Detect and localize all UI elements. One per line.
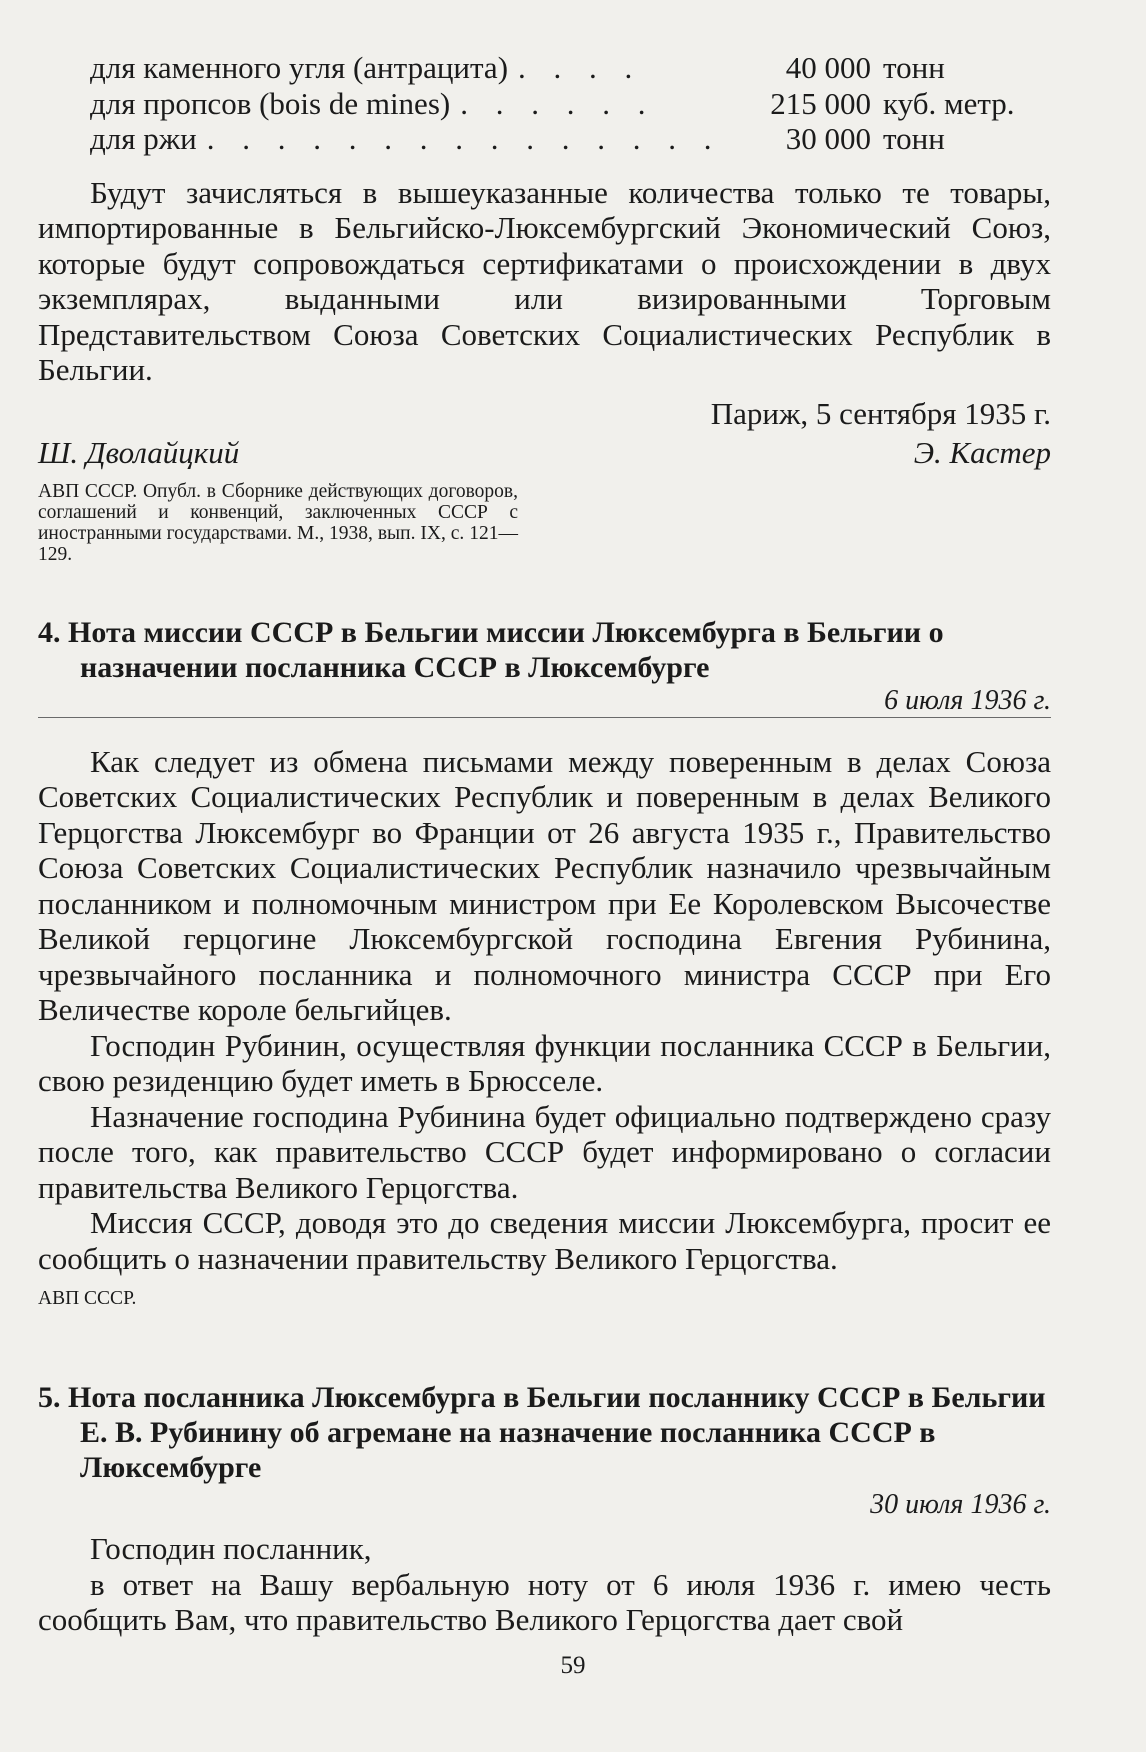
quota-unit: куб. метр. [883,85,1015,121]
signature-right: Э. Кастер [913,435,1051,470]
quota-label: для каменного угля (антрацита) [90,50,509,85]
doc5-body [38,1531,1051,1638]
quota-value: 40 000 [785,50,871,85]
doc5-date: 30 июля 1936 г. [870,1489,1051,1520]
doc4-paragraph: Миссия СССР, доводя это до сведения миссии Люксембурга, просит ее сообщить о назначении правительству Великого Герцогства. [38,1205,1051,1276]
doc3-paragraph: Будут зачисляться в вышеуказанные количества только те товары, импортированные в Бельгийско-Люксембургский Экономический Союз, которые будут сопровождаться сертификатами о происхождении в двух экземплярах, выданными или визированными Торговым Представительством Союза Советских Социалистических Республик в Бельгии. [38,174,1051,387]
quota-unit: тонн [883,121,945,156]
signature-left: Ш. Дволайцкий [38,435,240,470]
quota-row [90,50,1051,86]
quota-row [90,121,1051,157]
doc3-place-date: Париж, 5 сентября 1935 г. [710,395,1051,431]
doc4-body [38,744,1051,1277]
doc4-heading: 4. Нота миссии СССР в Бельгии миссии Люксембурга в Бельгии о назначении посланника СССР в Люксембурге [38,615,944,684]
doc4-paragraph: Назначение господина Рубинина будет официально подтверждено сразу после того, как правительство СССР будет информировано о согласии правительства Великого Герцогства. [38,1098,1051,1205]
quota-dots: . . . . . . . . . . . . . . . [206,121,722,156]
doc4-source-note: АВП СССР. [38,1288,137,1309]
quota-dots: . . . . [518,50,643,85]
doc4-date: 6 июля 1936 г. [38,685,1051,718]
quota-unit: тонн [883,50,945,85]
quota-list [38,50,1051,157]
quota-value: 215 000 [770,85,871,121]
doc5-salutation: Господин посланник, [90,1531,372,1566]
quota-row [90,86,1051,122]
doc3-signatures [38,435,1051,471]
doc3-source-note: АВП СССР. Опубл. в Сборнике действующих договоров, соглашений и конвенций, заключенных СССР с иностранными государствами. М., 1938, вып. IX, с. 121—129. [38,480,518,565]
page-number: 59 [560,1652,586,1679]
doc4-paragraph: Как следует из обмена письмами между поверенным в делах Союза Советских Социалистических Республик и поверенным в делах Великого Герцогства Люксембург во Франции от 26 августа 1935 г., Правительство Союза Советских Социалистических Республик назначило чрезвычайным посланником и полномочным министром при Ее Королевском Высочестве Великой герцогине Люксембургской господина Евгения Рубинина, чрезвычайного посланника и полномочного министра СССР при Его Величестве короле бельгийцев. [38,743,1051,1027]
quota-label: для ржи [90,121,197,156]
doc5-paragraph: в ответ на Вашу вербальную ноту от 6 июля 1936 г. имею честь сообщить Вам, что правительство Великого Герцогства дает свой [38,1566,1051,1637]
quota-dots: . . . . . . [460,85,656,121]
doc5-heading: 5. Нота посланника Люксембурга в Бельгии посланнику СССР в Бельгии Е. В. Рубинину об агремане на назначение посланника СССР в Люксембурге [38,1381,1046,1484]
quota-value: 30 000 [785,121,871,156]
quota-label: для пропсов (bois de mines) [90,85,451,121]
doc4-paragraph: Господин Рубинин, осуществляя функции посланника СССР в Бельгии, свою резиденцию будет иметь в Брюсселе. [38,1027,1051,1098]
